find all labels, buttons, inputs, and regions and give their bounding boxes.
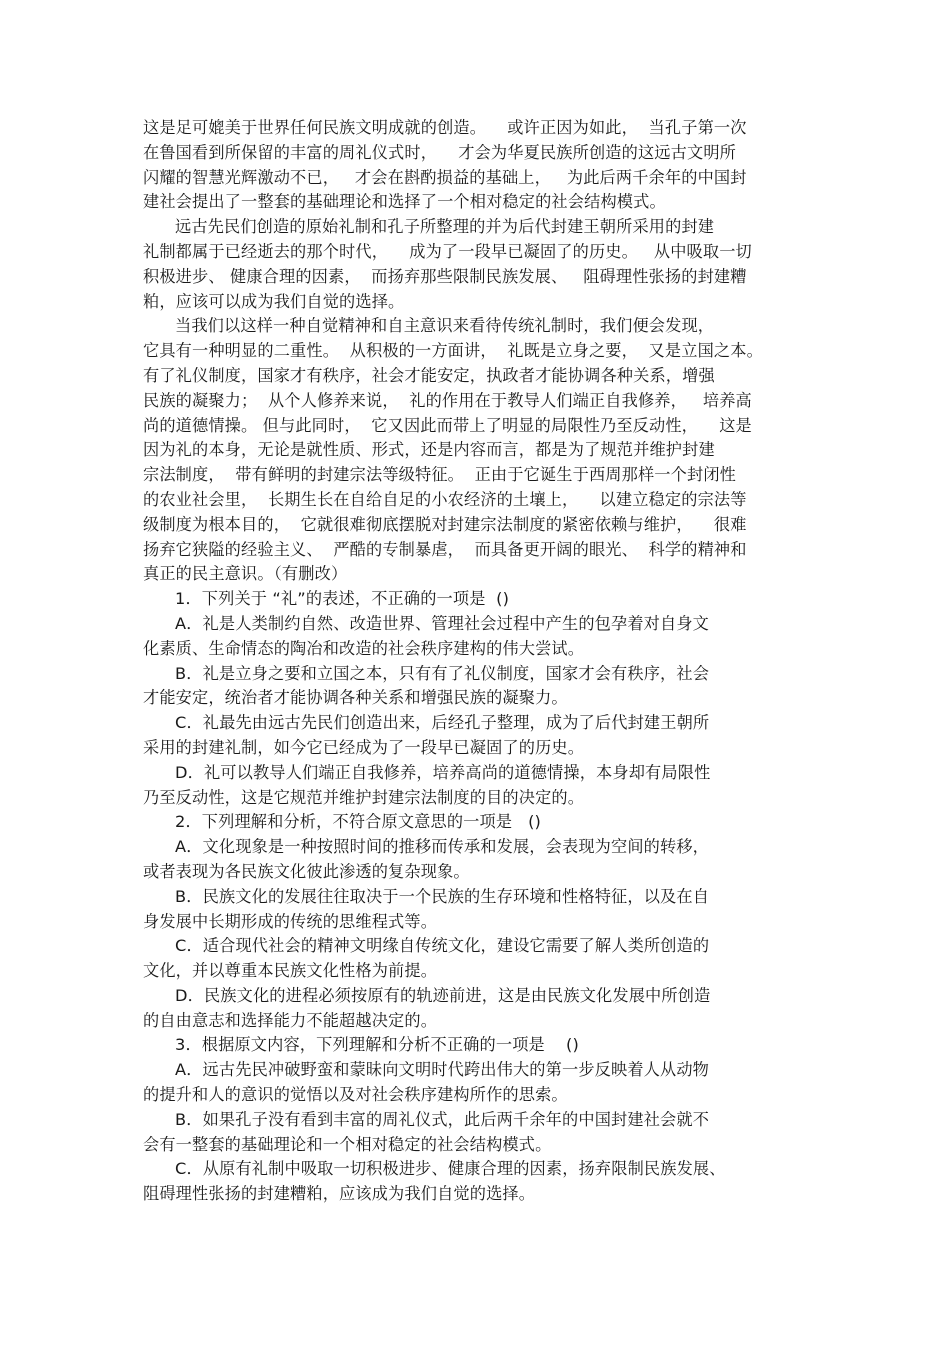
text-line: A．远古先民冲破野蛮和蒙昧向文明时代跨出伟大的第一步反映着人从动物: [175, 1060, 710, 1080]
text-line: 宗法制度， 带有鲜明的封建宗法等级特征。 正由于它诞生于西周那样一个封闭性: [143, 465, 736, 485]
text-line: A．礼是人类制约自然、改造世界、管理社会过程中产生的包孕着对自身文: [175, 613, 710, 633]
text-line: C．礼最先由远古先民们创造出来，后经孔子整理，成为了后代封建王朝所: [175, 713, 710, 733]
text-line: 粕，应该可以成为我们自觉的选择。: [143, 291, 405, 311]
text-line: 文化，并以尊重本民族文化性格为前提。: [143, 961, 438, 981]
text-line: 真正的民主意识。（有删改）: [143, 564, 348, 584]
text-line: B．如果孔子没有看到丰富的周礼仪式，此后两千余年的中国封建社会就不: [175, 1109, 710, 1129]
text-line: 身发展中长期形成的传统的思维程式等。: [143, 911, 438, 931]
text-line: 礼制都属于已经逝去的那个时代， 成为了一段早已凝固了的历史。 从中吸取一切: [143, 241, 752, 261]
text-line: C．从原有礼制中吸取一切积极进步、健康合理的因素，扬弃限制民族发展、: [175, 1159, 726, 1179]
text-line: 的自由意志和选择能力不能超越决定的。: [143, 1010, 438, 1030]
text-line: 扬弃它狭隘的经验主义、 严酷的专制暴虐， 而具备更开阔的眼光、 科学的精神和: [143, 539, 747, 559]
text-line: 乃至反动性，这是它规范并维护封建宗法制度的目的决定的。: [143, 787, 585, 807]
text-line: 远古先民们创造的原始礼制和孔子所整理的并为后代封建王朝所采用的封建: [175, 217, 715, 237]
text-line: A．文化现象是一种按照时间的推移而传承和发展，会表现为空间的转移，: [175, 837, 710, 857]
text-line: 采用的封建礼制，如今它已经成为了一段早已凝固了的历史。: [143, 737, 585, 757]
text-line: C．适合现代社会的精神文明缘自传统文化，建设它需要了解人类所创造的: [175, 936, 710, 956]
text-line: 当我们以这样一种自觉精神和自主意识来看待传统礼制时，我们便会发现，: [175, 316, 715, 336]
text-line: 阻碍理性张扬的封建糟粕，应该成为我们自觉的选择。: [143, 1184, 536, 1204]
text-line: D．礼可以教导人们端正自我修养，培养高尚的道德情操，本身却有局限性: [175, 762, 711, 782]
text-line: 它具有一种明显的二重性。 从积极的一方面讲， 礼既是立身之要， 又是立国之本。: [143, 341, 763, 361]
text-line: 级制度为根本目的， 它就很难彻底摆脱对封建宗法制度的紧密依赖与维护， 很难: [143, 514, 747, 534]
text-line: 会有一整套的基础理论和一个相对稳定的社会结构模式。: [143, 1134, 552, 1154]
text-line: 在鲁国看到所保留的丰富的周礼仪式时， 才会为华夏民族所创造的这远古文明所: [143, 142, 736, 162]
text-line: 1．下列关于 “礼”的表述，不正确的一项是 (): [175, 589, 510, 609]
text-line: 的农业社会里， 长期生长在自给自足的小农经济的土壤上， 以建立稳定的宗法等: [143, 489, 747, 509]
text-line: 建社会提出了一整套的基础理论和选择了一个相对稳定的社会结构模式。: [143, 192, 666, 212]
document-text-block: [143, 116, 813, 1207]
text-line: 闪耀的智慧光辉激动不已， 才会在斟酌损益的基础上， 为此后两千余年的中国封: [143, 167, 747, 187]
text-line: 2．下列理解和分析，不符合原文意思的一项是 (): [175, 812, 542, 832]
text-line: 积极进步、 健康合理的因素， 而扬弃那些限制民族发展、 阻碍理性张扬的封建糟: [143, 266, 747, 286]
text-line: 化素质、生命情态的陶冶和改造的社会秩序建构的伟大尝试。: [143, 638, 585, 658]
text-line: B．民族文化的发展往往取决于一个民族的生存环境和性格特征，以及在自: [175, 886, 710, 906]
text-line: 的提升和人的意识的觉悟以及对社会秩序建构所作的思索。: [143, 1085, 568, 1105]
text-line: 有了礼仪制度，国家才有秩序，社会才能安定，执政者才能协调各种关系，增强: [143, 365, 715, 385]
text-line: 因为礼的本身，无论是就性质、形式，还是内容而言，都是为了规范并维护封建: [143, 440, 715, 460]
text-line: 3．根据原文内容，下列理解和分析不正确的一项是 (): [175, 1035, 579, 1055]
text-line: B．礼是立身之要和立国之本，只有有了礼仪制度，国家才会有秩序，社会: [175, 663, 710, 683]
text-line: 这是足可媲美于世界任何民族文明成就的创造。 或许正因为如此， 当孔子第一次: [143, 118, 747, 137]
text-line: 或者表现为各民族文化彼此渗透的复杂现象。: [143, 861, 470, 881]
text-line: 尚的道德情操。 但与此同时， 它又因此而带上了明显的局限性乃至反动性， 这是: [143, 415, 752, 435]
text-line: 才能安定，统治者才能协调各种关系和增强民族的凝聚力。: [143, 688, 568, 708]
text-line: 民族的凝聚力； 从个人修养来说， 礼的作用在于教导人们端正自我修养， 培养高: [143, 390, 752, 410]
text-line: D．民族文化的进程必须按原有的轨迹前进，这是由民族文化发展中所创造: [175, 985, 711, 1005]
